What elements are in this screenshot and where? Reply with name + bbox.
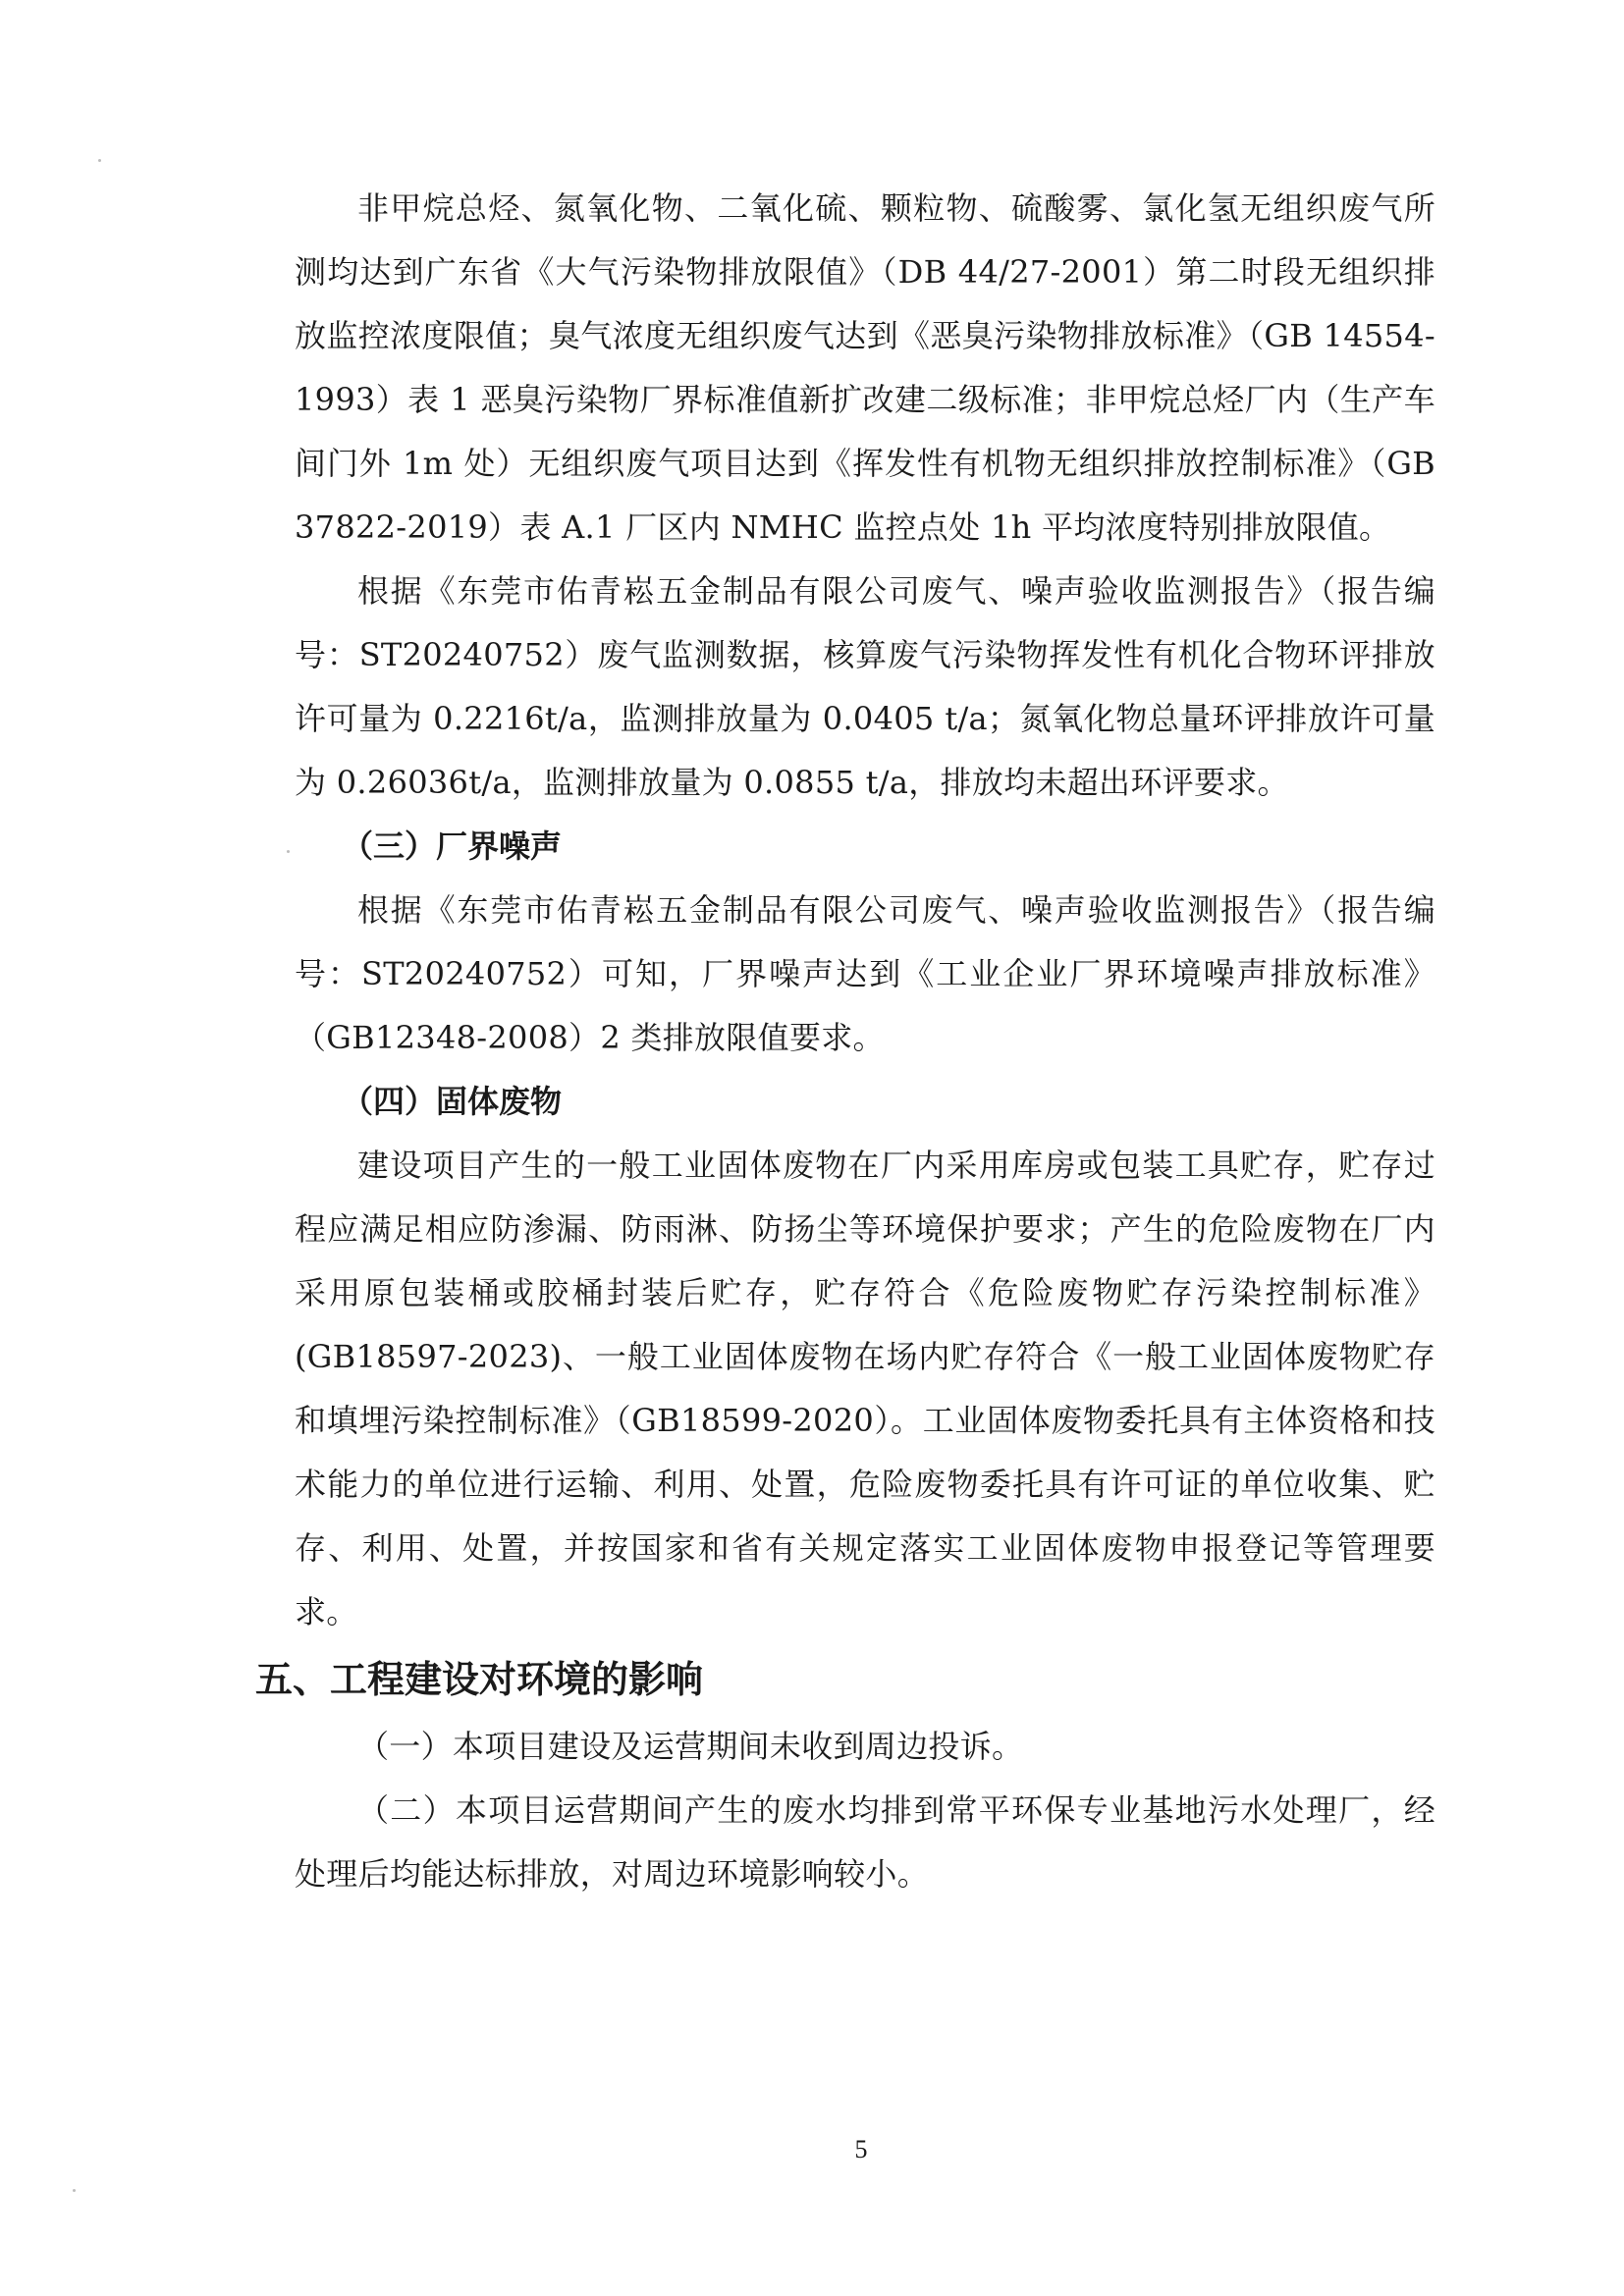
- paragraph-impact-item-1: （一）本项目建设及运营期间未收到周边投诉。: [357, 1728, 1024, 1765]
- paragraph-boundary-noise: 根据《东莞市佑青崧五金制品有限公司废气、噪声验收监测报告》（报告编号：ST20240752）可知，厂界噪声达到《工业企业厂界环境噪声排放标准》（GB12348-2008）2 类排放限值要求。: [295, 891, 1435, 1056]
- paragraph-impact-item-2: （二）本项目运营期间产生的废水均排到常平环保专业基地污水处理厂，经处理后均能达标排放，对周边环境影响较小。: [295, 1791, 1435, 1893]
- heading-solid-waste: （四）固体废物: [342, 1083, 563, 1120]
- document-body: [255, 177, 1435, 1906]
- paragraph-solid-waste: 建设项目产生的一般工业固体废物在厂内采用库房或包装工具贮存，贮存过程应满足相应防渗漏、防雨淋、防扬尘等环境保护要求；产生的危险废物在厂内采用原包装桶或胶桶封装后贮存，贮存符合《危险废物贮存污染控制标准》(GB18597-2023)、一般工业固体废物在场内贮存符合《一般工业固体废物贮存和填埋污染控制标准》（GB18599-2020）。工业固体废物委托具有主体资格和技术能力的单位进行运输、利用、处置，危险废物委托具有许可证的单位收集、贮存、利用、处置，并按国家和省有关规定落实工业固体废物申报登记等管理要求。: [295, 1147, 1435, 1630]
- page-number: 5: [854, 2135, 868, 2163]
- paragraph-fugitive-emissions: 非甲烷总烃、氮氧化物、二氧化硫、颗粒物、硫酸雾、氯化氢无组织废气所测均达到广东省《大气污染物排放限值》（DB 44/27-2001）第二时段无组织排放监控浓度限值；臭气浓度无组织废气达到《恶臭污染物排放标准》（GB 14554-1993）表 1 恶臭污染物厂界标准值新扩改建二级标准；非甲烷总烃厂内（生产车间门外 1m 处）无组织废气项目达到《挥发性有机物无组织排放控制标准》（GB 37822-2019）表 A.1 厂区内 NMHC 监控点处 1h 平均浓度特别排放限值。: [295, 189, 1435, 546]
- paragraph-exhaust-monitoring: 根据《东莞市佑青崧五金制品有限公司废气、噪声验收监测报告》（报告编号：ST20240752）废气监测数据，核算废气污染物挥发性有机化合物环评排放许可量为 0.2216t/a，监测排放量为 0.0405 t/a；氮氧化物总量环评排放许可量为 0.26036t/a，监测排放量为 0.0855 t/a，排放均未超出环评要求。: [295, 572, 1435, 801]
- scan-speck: [98, 159, 101, 162]
- scan-speck: [287, 850, 290, 853]
- scan-speck: [73, 2189, 76, 2192]
- heading-boundary-noise: （三）厂界噪声: [342, 828, 563, 865]
- section-title-environmental-impact: 五、工程建设对环境的影响: [255, 1658, 704, 1701]
